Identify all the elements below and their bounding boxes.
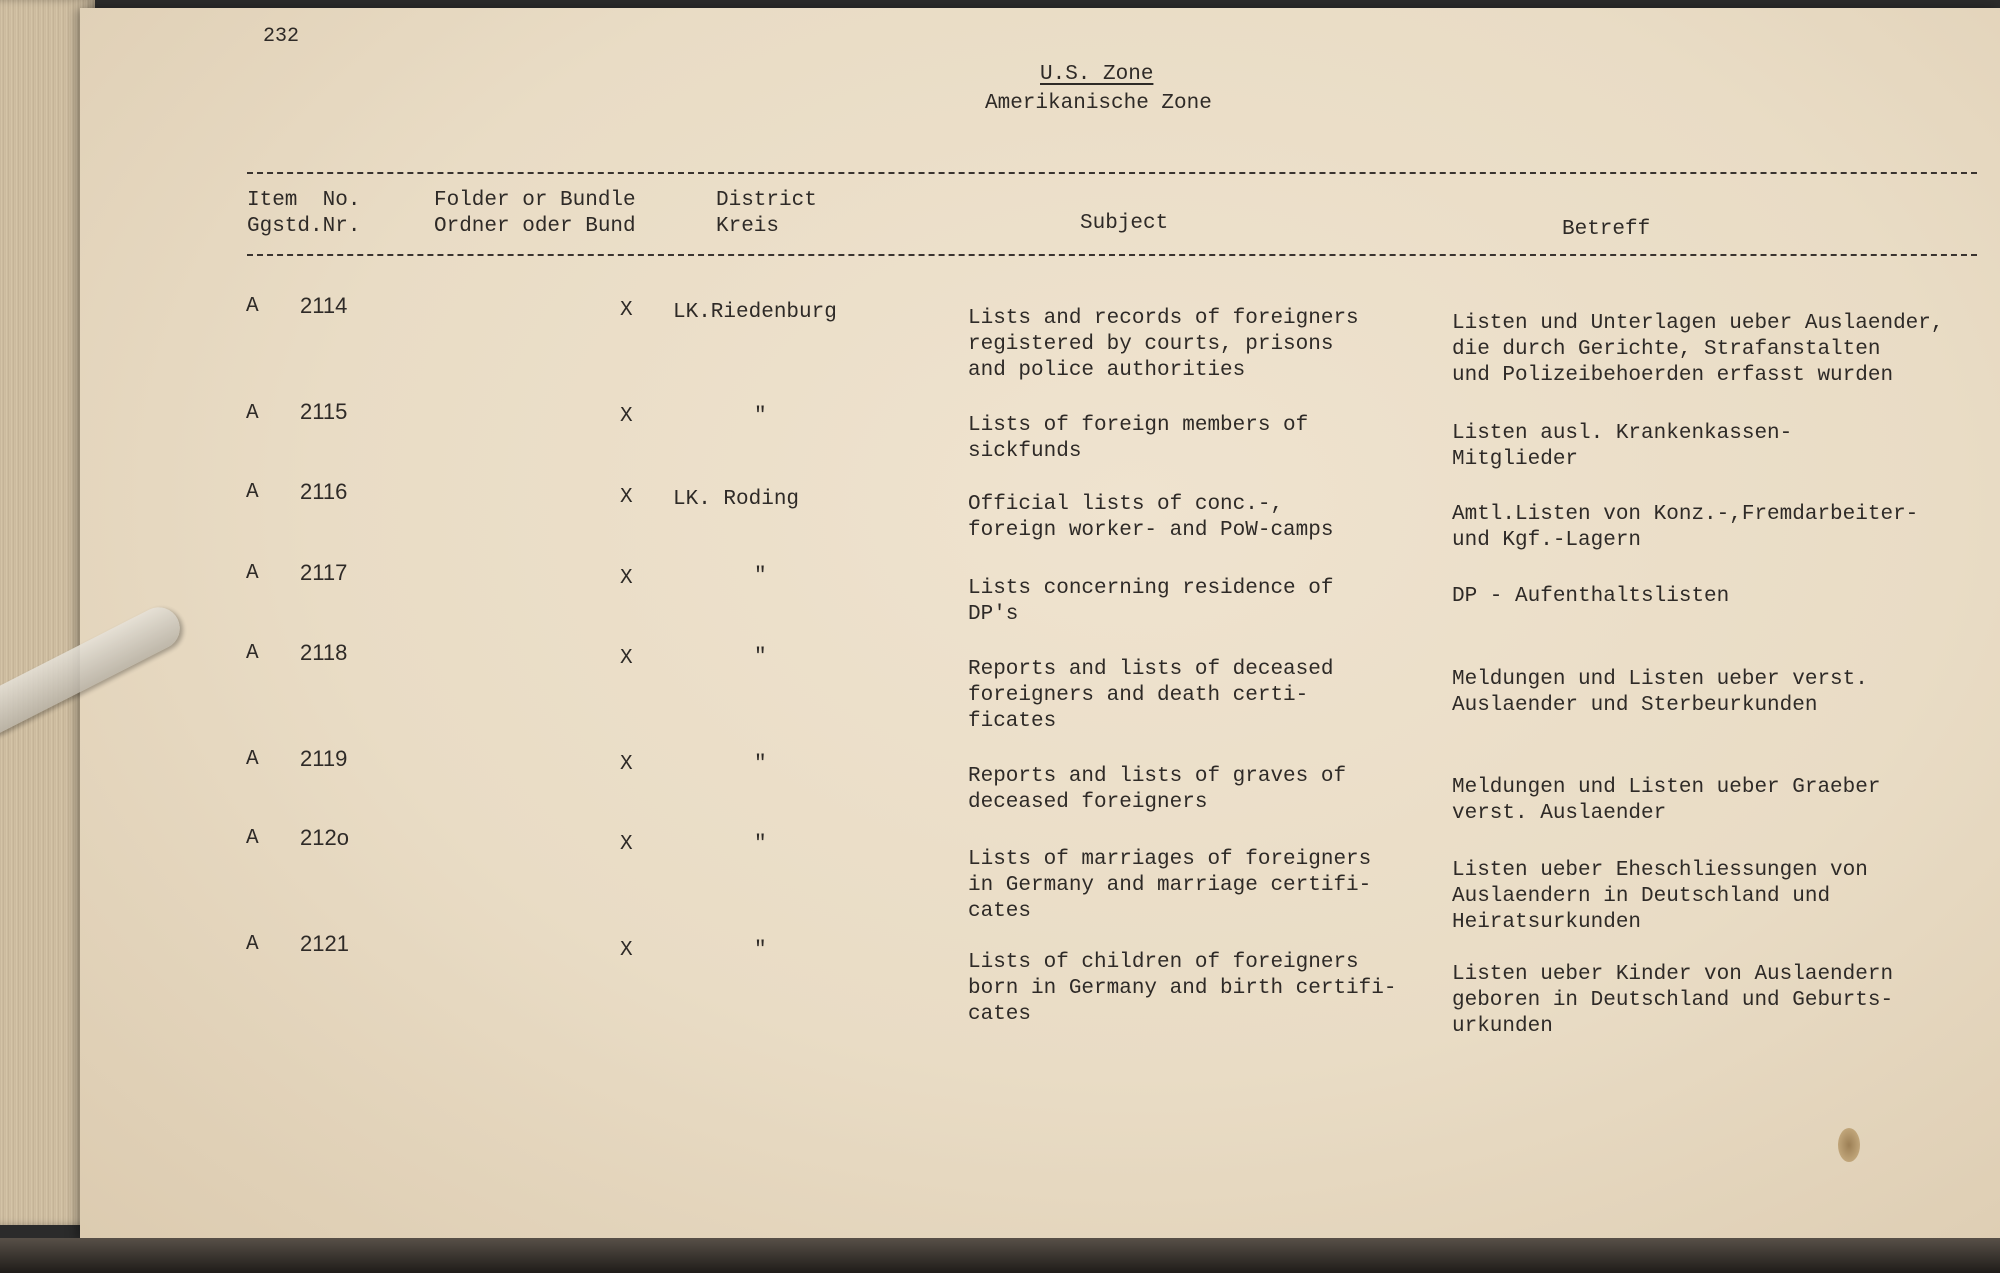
row-subject: Reports and lists of graves of deceased foreigners [968,765,1347,814]
row-betreff: Amtl.Listen von Konz.-,Fremdarbeiter- und Kgf.-Lagern [1452,503,1919,552]
row-prefix: A [246,748,259,771]
row-prefix: A [246,642,259,665]
row-district: " [754,939,767,962]
row-subject: Lists concerning residence of DP's [968,577,1334,626]
row-betreff: Listen und Unterlagen ueber Auslaender, die durch Gerichte, Strafanstalten und Polizeibehoerden erfasst wurden [1452,312,1944,387]
row-item-number: 2121 [300,931,349,956]
row-folder-mark: X [620,567,633,590]
row-item-number: 212o [300,825,349,850]
row-subject: Lists and records of foreigners registered by courts, prisons and police authorities [968,307,1359,382]
row-folder-mark: X [620,833,633,856]
header-betreff: Betreff [1562,218,1651,241]
paper-stain [1838,1128,1860,1162]
row-betreff: Listen ueber Eheschliessungen von Auslaendern in Deutschland und Heiratsurkunden [1452,859,1868,934]
row-betreff: Meldungen und Listen ueber verst. Auslaender und Sterbeurkunden [1452,668,1868,717]
row-prefix: A [246,562,259,585]
header-item-number: Item No. Ggstd.Nr. [247,189,361,238]
title-german: Amerikanische Zone [985,92,1212,115]
row-folder-mark: X [620,405,633,428]
row-item-number: 2115 [300,399,348,424]
row-folder-mark: X [620,299,633,322]
header-district: District Kreis [716,189,817,238]
row-item-number: 2117 [300,560,348,585]
book-binding-shadow [0,1238,2000,1273]
header-folder-bundle: Folder or Bundle Ordner oder Bund [434,189,636,238]
row-district: " [754,753,767,776]
page-number: 232 [263,25,300,48]
row-subject: Lists of foreign members of sickfunds [968,414,1309,463]
row-prefix: A [246,481,259,504]
row-district: " [754,405,767,428]
row-betreff: Meldungen und Listen ueber Graeber verst. Auslaender [1452,776,1881,825]
row-subject: Official lists of conc.-, foreign worker- and PoW-camps [968,493,1334,542]
row-folder-mark: X [620,647,633,670]
row-item-number: 2118 [300,640,348,665]
row-subject: Reports and lists of deceased foreigners and death certi- ficates [968,658,1334,733]
row-item-number: 2114 [300,293,348,318]
row-prefix: A [246,295,259,318]
row-betreff: DP - Aufenthaltslisten [1452,585,1730,608]
row-prefix: A [246,402,259,425]
row-district: " [754,646,767,669]
row-betreff: Listen ausl. Krankenkassen- Mitglieder [1452,422,1793,471]
row-subject: Lists of children of foreigners born in Germany and birth certifi- cates [968,951,1397,1026]
row-item-number: 2116 [300,479,348,504]
row-district: LK. Roding [673,488,800,511]
row-betreff: Listen ueber Kinder von Auslaendern geboren in Deutschland und Geburts- urkunden [1452,963,1894,1038]
row-folder-mark: X [620,753,633,776]
row-district: " [754,833,767,856]
header-bottom-rule [247,254,1977,256]
row-district: " [754,565,767,588]
row-district: LK.Riedenburg [673,301,837,324]
row-item-number: 2119 [300,746,348,771]
header-top-rule [247,172,1977,174]
row-prefix: A [246,827,259,850]
row-subject: Lists of marriages of foreigners in Germany and marriage certifi- cates [968,848,1372,923]
row-prefix: A [246,933,259,956]
row-folder-mark: X [620,486,633,509]
row-folder-mark: X [620,939,633,962]
header-subject: Subject [1080,212,1169,235]
title-english: U.S. Zone [1040,63,1154,86]
